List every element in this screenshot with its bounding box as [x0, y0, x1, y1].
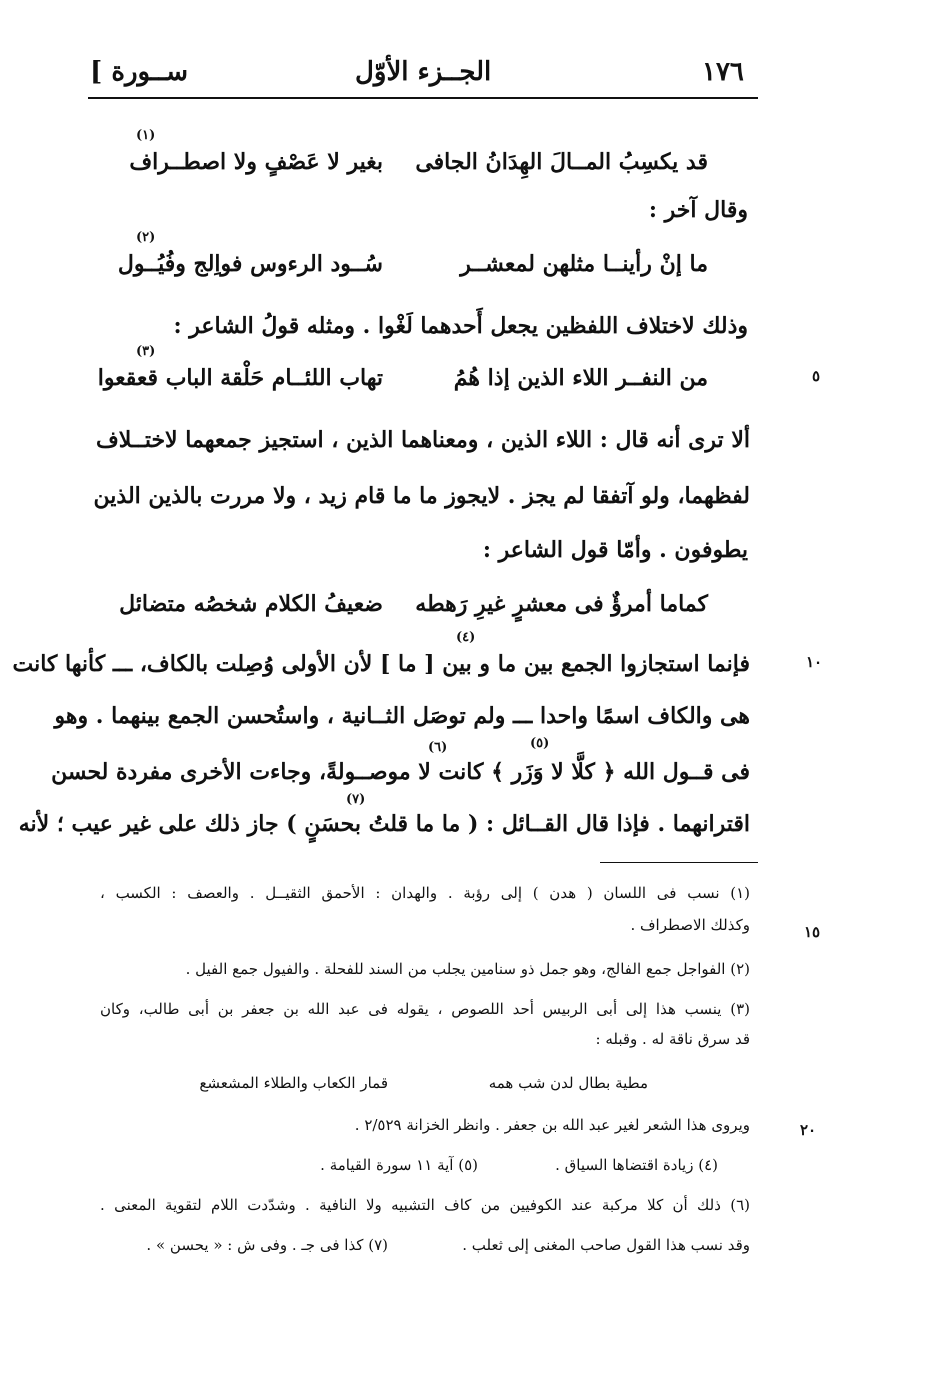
- footnote-3-line-1: (٣) ينسب هذا إلى أبى الربيس أحد اللصوص ، يقوله فى عبد الله بن جعفر بن أبى طالب، وكان: [100, 1000, 750, 1018]
- verse3-hemistich-left: تهاب اللئــام حَلْقة الباب قعقعوا: [97, 365, 383, 391]
- footnote-1-line-1: (١) نسب فى اللسان ( هدن ) إلى رؤبة . والهدان : الأحمق الثقيــل . والعصف : الكسب ،: [100, 884, 750, 902]
- verse4-hemistich-right: كماما أمرؤٌ فى معشرٍ غيرِ رَهطه: [415, 591, 708, 617]
- footnote-ref-2: (٢): [136, 230, 156, 245]
- footnote-ref-7: (٧): [346, 792, 366, 807]
- margin-number-10: ١٠: [806, 653, 823, 671]
- paragraph1-line-1: ألا ترى أنه قال : اللاء الذين ، ومعناهما الذين ، استجيز جمعهما لاختــلاف: [96, 427, 750, 453]
- footnote-4: (٤) زيادة اقتضاها السياق .: [555, 1156, 718, 1174]
- footnote-3-line-3: ويروى هذا الشعر لغير عبد الله بن جعفر . وانظر الخزانة ٢/٥٢٩ .: [354, 1116, 750, 1134]
- footnote-separator: [600, 862, 758, 863]
- page-number: ١٧٦: [702, 57, 744, 87]
- footnote-verse-right: مطية بطال لدن شب همه: [488, 1074, 648, 1092]
- footnote-7: (٧) كذا فى جـ . وفى ش : « يحسن » .: [146, 1236, 388, 1254]
- verse3-hemistich-right: من النفــر اللاء الذين إذا هُمُ: [453, 365, 708, 391]
- footnote-1-line-2: وكذلك الاصطراف .: [630, 916, 750, 934]
- verse4-hemistich-left: ضعيفُ الكلام شخصُه متضائل: [119, 591, 383, 617]
- footnote-ref-1: (١): [136, 128, 156, 143]
- footnote-2: (٢) الفواجل جمع الفالج، وهو جمل ذو سنامين يجلب من السند للفحلة . والفيول جمع الفيل .: [185, 960, 750, 978]
- margin-number-15: ١٥: [804, 923, 821, 941]
- footnote-5: (٥) آية ١١ سورة القيامة .: [320, 1156, 478, 1174]
- footnote-ref-5: (٥): [530, 736, 550, 751]
- margin-number-5: ٥: [812, 367, 821, 385]
- footnote-verse-left: قمار الكعاب والطلاء المشعشع: [199, 1074, 388, 1092]
- footnote-6-line-2: وقد نسب هذا القول صاحب المغنى إلى ثعلب .: [462, 1236, 750, 1254]
- paragraph2-line-4: اقترانهما . فإذا قال القــائل : ( ما ما قلتُ بحسَنٍ ) جاز ذلك على غير عيب ؛ لأنه: [18, 811, 750, 837]
- verse1-hemistich-left: بغير لا عَصْفٍ ولا اصطــراف: [129, 149, 383, 175]
- running-head-sura: [ ســورة: [90, 57, 188, 87]
- body-line-2: وقال آخر :: [648, 197, 748, 223]
- header-rule: [88, 97, 758, 99]
- footnote-ref-3: (٣): [136, 344, 156, 359]
- paragraph1-line-2: لفظهما، ولو آتفقا لم يجز . لايجوز ما ما قام زيد ، ولا مررت بالذين الذين: [93, 483, 750, 509]
- footnote-ref-6: (٦): [428, 740, 448, 755]
- verse1-hemistich-right: قد يكسِبُ المــالَ الهِدَانُ الجافى: [415, 149, 708, 175]
- margin-number-20: ٢٠: [800, 1121, 817, 1139]
- paragraph2-line-1: فإنما استجازوا الجمع بين ما و بين [ ما ] لأن الأولى وُصِلت بالكاف، ـــ كأنها كانت: [12, 651, 750, 677]
- body-line-3: وذلك لاختلاف اللفظين يجعل أَحدهما لَغْوا . ومثله قولُ الشاعر :: [173, 313, 748, 339]
- paragraph1-line-3: يطوفون . وأمّا قول الشاعر :: [482, 537, 748, 563]
- verse2-hemistich-right: ما إنْ رأينــا مثلهن لمعشــر: [460, 251, 708, 277]
- verse2-hemistich-left: سُــود الرءوس فواِلج وفُيُــول: [117, 251, 383, 277]
- footnote-6-line-1: (٦) ذلك أن كلا مركبة عند الكوفيين من كاف التشبيه ولا النافية . وشدّدت اللام لتقوية المعنى .: [100, 1196, 750, 1214]
- paragraph2-line-3: فى قــول الله ﴿ كلَّا لا وَزَر ﴾ كانت لا موصــولةً، وجاءت الأخرى مفردة لحسن: [51, 759, 750, 785]
- footnote-3-line-2: قد سرق ناقة له . وقبله :: [595, 1030, 750, 1048]
- running-head-part-title: الجــزء الأوّل: [355, 57, 492, 87]
- paragraph2-line-2: هى والكاف اسمًا واحدا ـــ ولم توصَل الثــانية ، واستُحسن الجمع بينهما . وهو: [54, 703, 750, 729]
- footnote-ref-4: (٤): [456, 630, 476, 645]
